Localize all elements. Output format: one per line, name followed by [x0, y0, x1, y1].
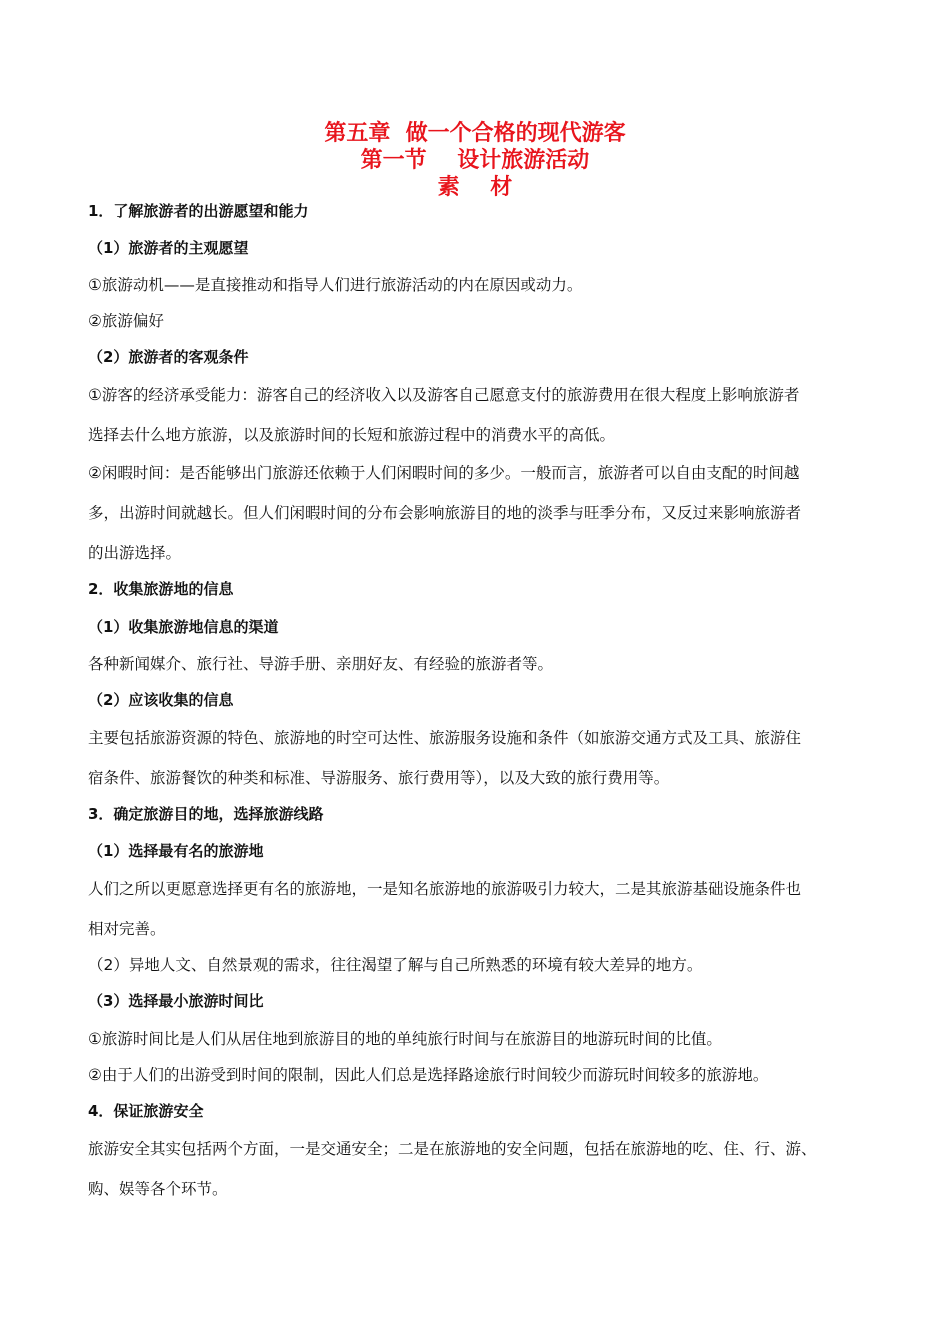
paragraph-line: ②闲暇时间：是否能够出门旅游还依赖于人们闲暇时间的多少。一般而言，旅游者可以自由支配的时间越: [88, 464, 800, 482]
subheading-3-3: （3）选择最小旅游时间比: [88, 992, 264, 1010]
paragraph-line: 各种新闻媒介、旅行社、导游手册、亲朋好友、有经验的旅游者等。: [88, 655, 554, 673]
paragraph-line: 相对完善。: [88, 920, 166, 938]
paragraph-line: 人们之所以更愿意选择更有名的旅游地，一是知名旅游地的旅游吸引力较大，二是其旅游基础设施条件也: [88, 880, 802, 898]
chapter-title: 第五章 做一个合格的现代游客: [324, 121, 626, 146]
paragraph-line: ①旅游动机——是直接推动和指导人们进行旅游活动的内在原因或动力。: [88, 276, 583, 294]
paragraph-line: 旅游安全其实包括两个方面，一是交通安全；二是在旅游地的安全问题，包括在旅游地的吃、住、行、游、: [88, 1140, 817, 1158]
material-title: 素 材: [437, 175, 513, 200]
paragraph-line: 购、娱等各个环节。: [88, 1180, 228, 1198]
section-title: 第一节 设计旅游活动: [360, 148, 590, 173]
subheading-2-2: （2）应该收集的信息: [88, 691, 234, 709]
paragraph-line: （2）异地人文、自然景观的需求，往往渴望了解与自己所熟悉的环境有较大差异的地方。: [88, 956, 703, 974]
heading-2: 2．收集旅游地的信息: [88, 580, 234, 598]
subheading-3-1: （1）选择最有名的旅游地: [88, 842, 264, 860]
paragraph-line: 选择去什么地方旅游，以及旅游时间的长短和旅游过程中的消费水平的高低。: [88, 426, 616, 444]
heading-3: 3．确定旅游目的地，选择旅游线路: [88, 805, 324, 823]
heading-4: 4．保证旅游安全: [88, 1102, 204, 1120]
paragraph-line: ①旅游时间比是人们从居住地到旅游目的地的单纯旅行时间与在旅游目的地游玩时间的比值。: [88, 1030, 722, 1048]
subheading-1-1: （1）旅游者的主观愿望: [88, 239, 249, 257]
paragraph-line: 宿条件、旅游餐饮的种类和标准、导游服务、旅行费用等），以及大致的旅行费用等。: [88, 769, 670, 787]
paragraph-line: 多，出游时间就越长。但人们闲暇时间的分布会影响旅游目的地的淡季与旺季分布，又反过来影响旅游者: [88, 504, 802, 522]
heading-1: 1．了解旅游者的出游愿望和能力: [88, 202, 309, 220]
paragraph-line: ②由于人们的出游受到时间的限制，因此人们总是选择路途旅行时间较少而游玩时间较多的旅游地。: [88, 1066, 769, 1084]
paragraph-line: 的出游选择。: [88, 544, 182, 562]
paragraph-line: ①游客的经济承受能力：游客自己的经济收入以及游客自己愿意支付的旅游费用在很大程度上影响旅游者: [88, 386, 800, 404]
subheading-1-2: （2）旅游者的客观条件: [88, 348, 249, 366]
paragraph-line: 主要包括旅游资源的特色、旅游地的时空可达性、旅游服务设施和条件（如旅游交通方式及工具、旅游住: [88, 729, 802, 747]
title-block: [0, 120, 950, 201]
paragraph-line: ②旅游偏好: [88, 312, 164, 330]
subheading-2-1: （1）收集旅游地信息的渠道: [88, 618, 279, 636]
